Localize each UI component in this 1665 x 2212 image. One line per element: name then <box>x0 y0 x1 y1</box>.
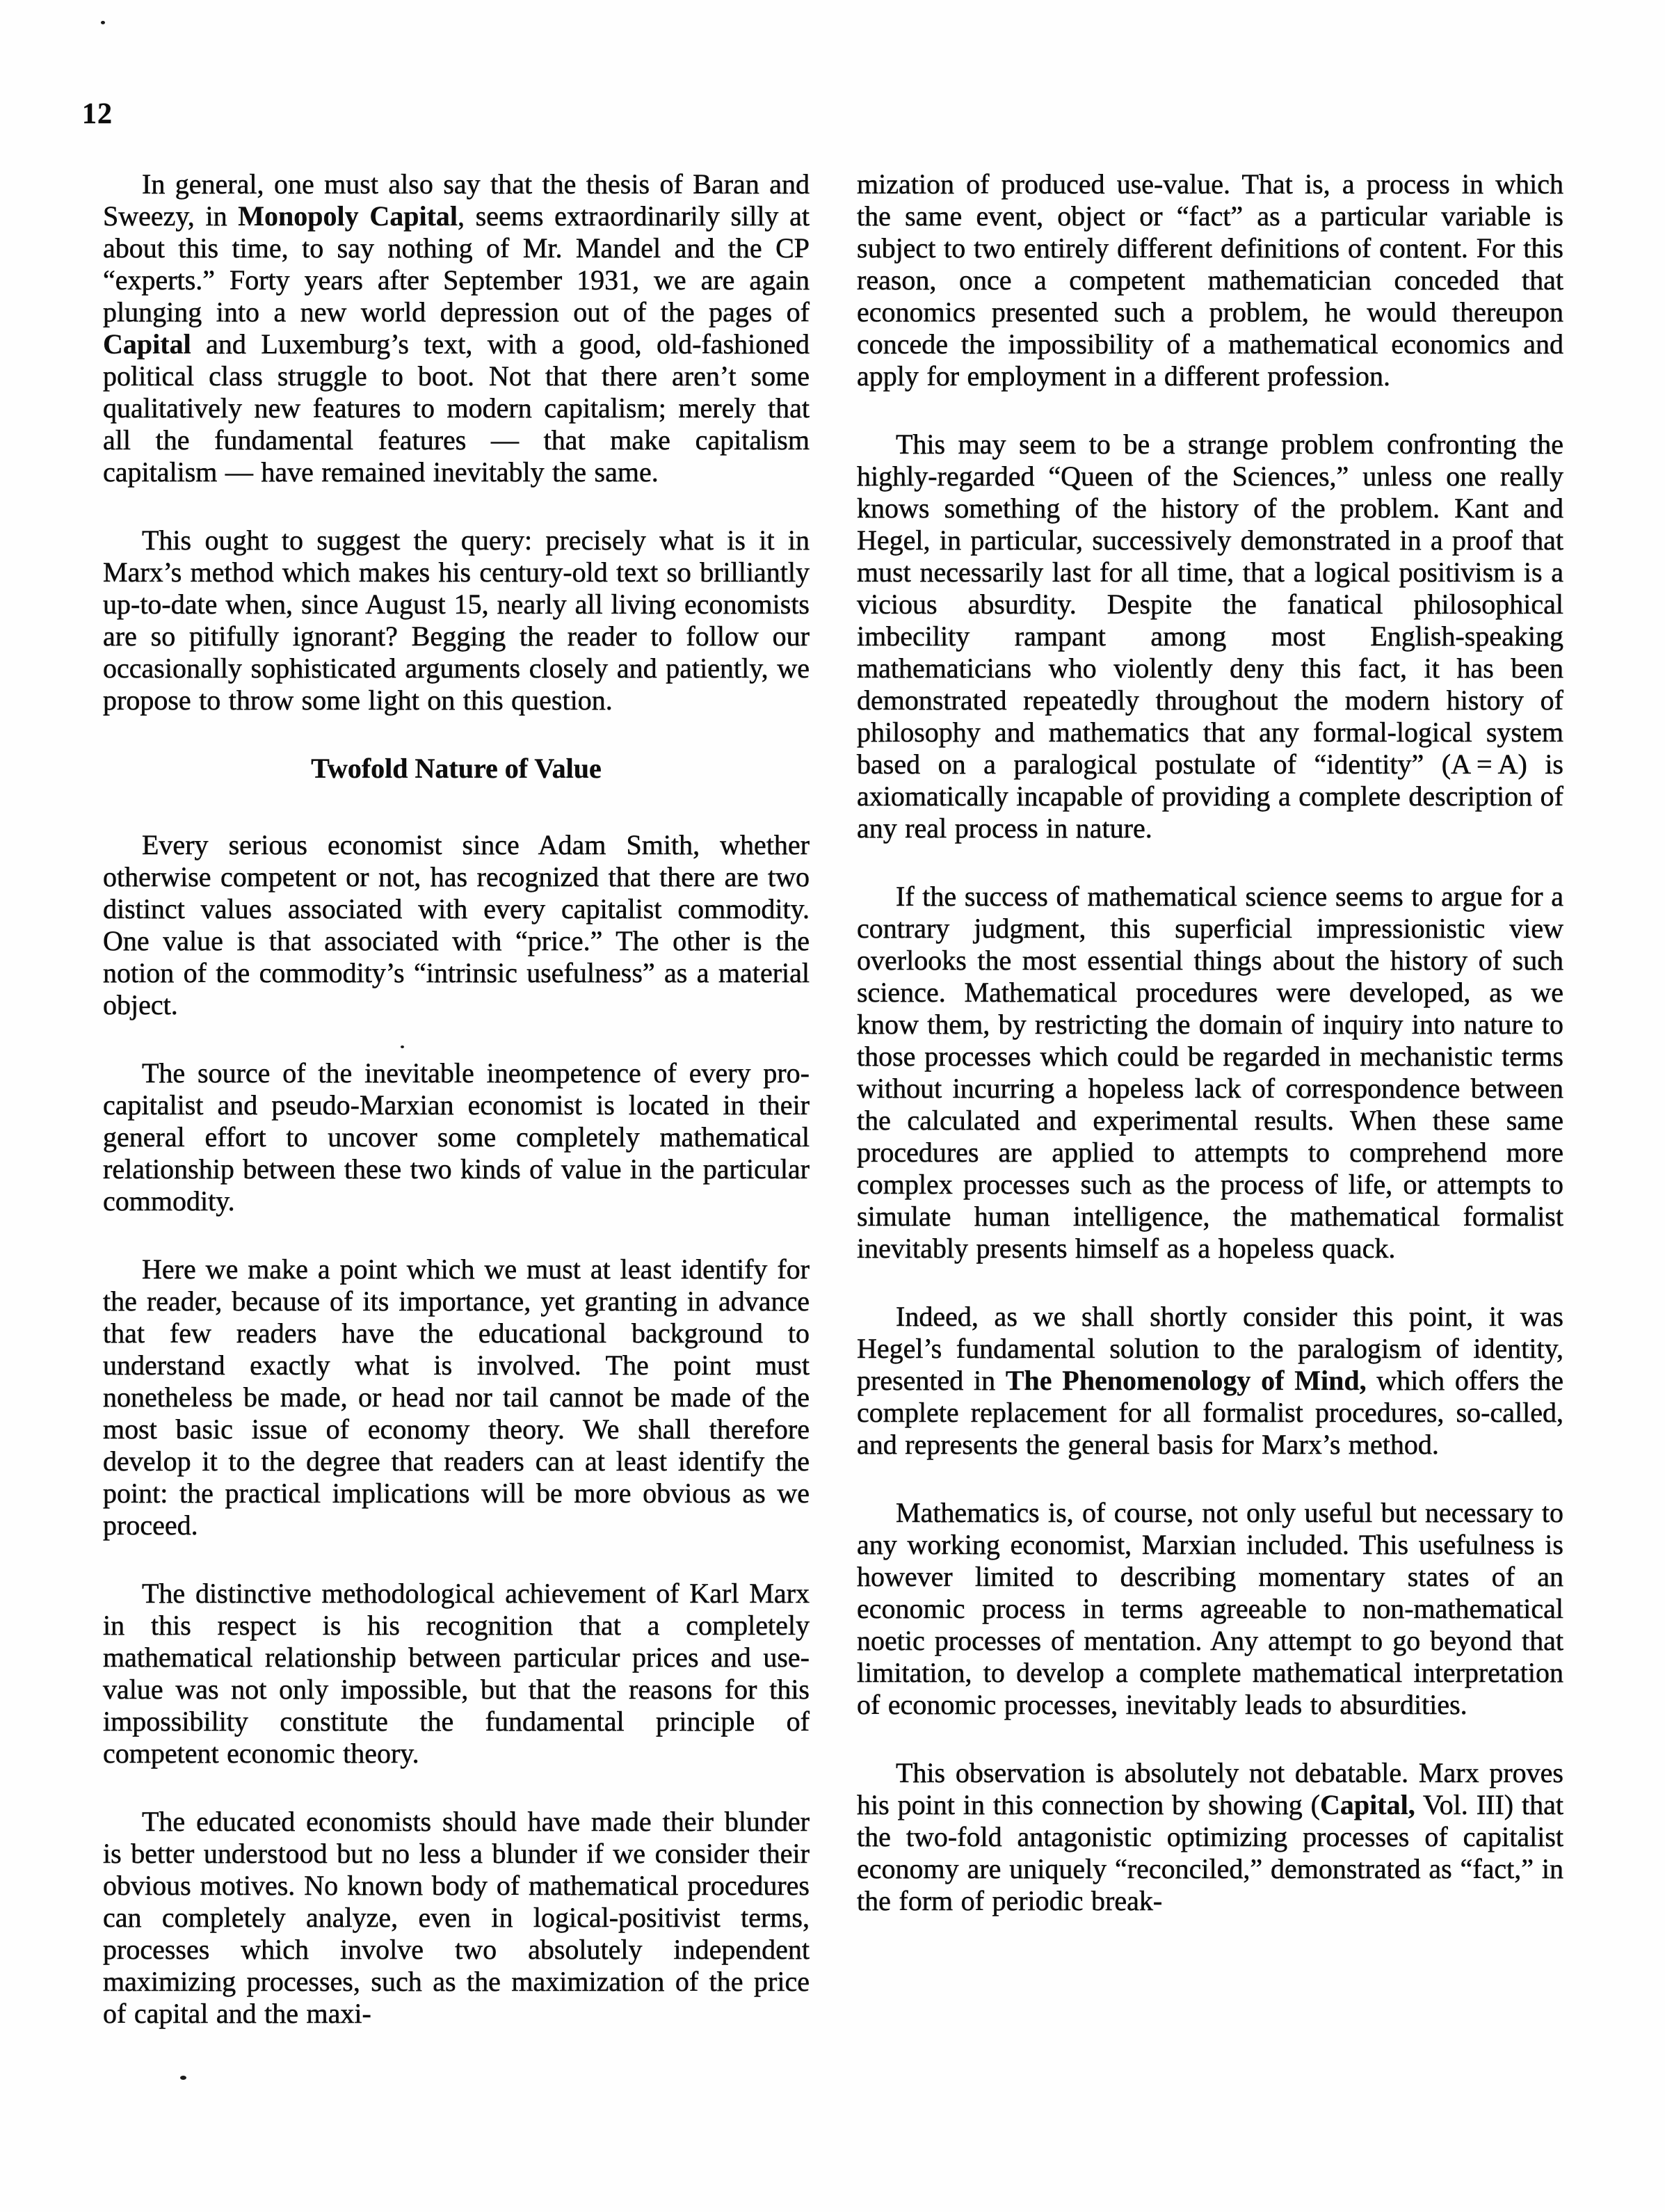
paragraph: The source of the inevitable ineompetence of every pro-capitalist and pseudo-Marxian economist is located in their general effort to uncover some completely mathematical relationship between these two kinds of value in the particular commodity. <box>103 1057 810 1217</box>
text-columns <box>103 168 1563 2066</box>
paragraph: Every serious economist since Adam Smith, whether otherwise competent or not, has recognized that there are two distinct values associated with every capitalist commodity. One value is that associated with “price.” The other is the notion of the commodity’s “intrinsic usefulness” as a material object. <box>103 829 810 1020</box>
bold-text: Monopoly Capital <box>238 200 458 232</box>
paragraph: Indeed, as we shall shortly consider this point, it was Hegel’s fundamental solution to the paralogism of identity, presented in The Phenomenology of Mind, which offers the complete replacement for all formalist procedures, so-called, and represents the general basis for Marx’s method. <box>857 1301 1564 1460</box>
bold-text: The Phenomenology of Mind, <box>1005 1365 1367 1396</box>
column-left <box>103 168 810 2066</box>
paragraph: This ought to suggest the query: precisely what is it in Marx’s method which makes his century-old text so brilliantly up-to-date when, since August 15, nearly all living economists are so pitifully ignorant? Begging the reader to follow our occasionally sophisticated arguments closely and patiently, we propose to throw some light on this question. <box>103 524 810 716</box>
column-right <box>857 168 1563 2066</box>
paragraph: Here we make a point which we must at least identify for the reader, because of its importance, yet granting in advance that few readers have the educational background to understand exactly what is involved. The point must nonetheless be made, or head nor tail cannot be made of the most basic issue of economy theory. We shall therefore develop it to the degree that readers can at least identify the point: the practical implications will be more obvious as we proceed. <box>103 1253 810 1541</box>
scan-speck <box>180 2076 186 2080</box>
paragraph: mization of produced use-value. That is, a process in which the same event, object or “fact” as a particular variable is subject to two entirely different definitions of content. For this reason, once a competent mathematician conceded that economics presented such a problem, he would thereupon concede the impossibility of a mathematical economics and apply for employment in a different profession. <box>857 168 1563 392</box>
page-number: 12 <box>82 98 113 130</box>
paragraph: If the success of mathematical science seems to argue for a contrary judgment, this superficial impressionistic view overlooks the most essential things about the history of such science. Mathematical procedures were developed, as we know them, by restricting the domain of inquiry into nature to those processes which could be regarded in mechanistic terms without incurring a hopeless lack of correspondence between the calculated and experimental results. When these same procedures are applied to attempts to comprehend more complex processes such as the process of life, or attempts to simulate human intelligence, the mathematical formalist inevitably presents himself as a hopeless quack. <box>857 881 1563 1264</box>
paragraph: In general, one must also say that the thesis of Baran and Sweezy, in Monopoly Capital, seems extraordinarily silly at about this time, to say nothing of Mr. Mandel and the CP “experts.” Forty years after September 1931, we are again plunging into a new world depression out of the pages of Capital and Luxemburg’s text, with a good, old-fashioned political class struggle to boot. Not that there aren’t some qualitatively new features to modern capitalism; merely that all the fundamental features — that make capitalism capitalism — have remained inevitably the same. <box>103 168 810 488</box>
paragraph: The distinctive methodological achievement of Karl Marx in this respect is his recognition that a completely mathematical relationship between particular prices and use-value was not only impossible, but that the reasons for this impossibility constitute the fundamental principle of competent economic theory. <box>103 1578 810 1769</box>
paragraph: Mathematics is, of course, not only useful but necessary to any working economist, Marxian included. This usefulness is however limited to describing momentary states of an economic process in terms agreeable to non-mathematical noetic processes of mentation. Any attempt to go beyond that limitation, to develop a complete mathematical interpretation of economic processes, inevitably leads to absurdities. <box>857 1497 1563 1720</box>
paragraph: This may seem to be a strange problem confronting the highly-regarded “Queen of the Sciences,” unless one really knows something of the history of the problem. Kant and Hegel, in particular, successively demonstrated in a proof that must necessarily last for all time, that a logical positivism is a vicious absurdity. Despite the fanatical philosophical imbecility rampant among most English-speaking mathematicians who violently deny this fact, it has been demonstrated repeatedly throughout the modern history of philosophy and mathematics that any formal-logical system based on a paralogical postulate of “identity” (A = A) is axiomatically incapable of providing a complete description of any real process in nature. <box>857 428 1563 844</box>
scan-speck <box>101 21 105 24</box>
paragraph: This observation is absolutely not debatable. Marx proves his point in this connection by showing (Capital, Vol. III) that the two-fold antagonistic optimizing processes of capitalist economy are uniquely “reconciled,” demonstrated as “fact,” in the form of periodic break- <box>857 1757 1564 1916</box>
section-heading: Twofold Nature of Value <box>311 753 602 784</box>
bold-text: Capital, <box>1320 1789 1415 1820</box>
bold-text: Capital <box>103 328 191 360</box>
paragraph: The educated economists should have made their blunder is better understood but no less a blunder if we consider their obvious motives. No known body of mathematical procedures can completely analyze, even in logical-positivist terms, processes which involve two absolutely independent maximizing processes, such as the maximization of the price of capital and the maxi- <box>103 1806 810 2029</box>
